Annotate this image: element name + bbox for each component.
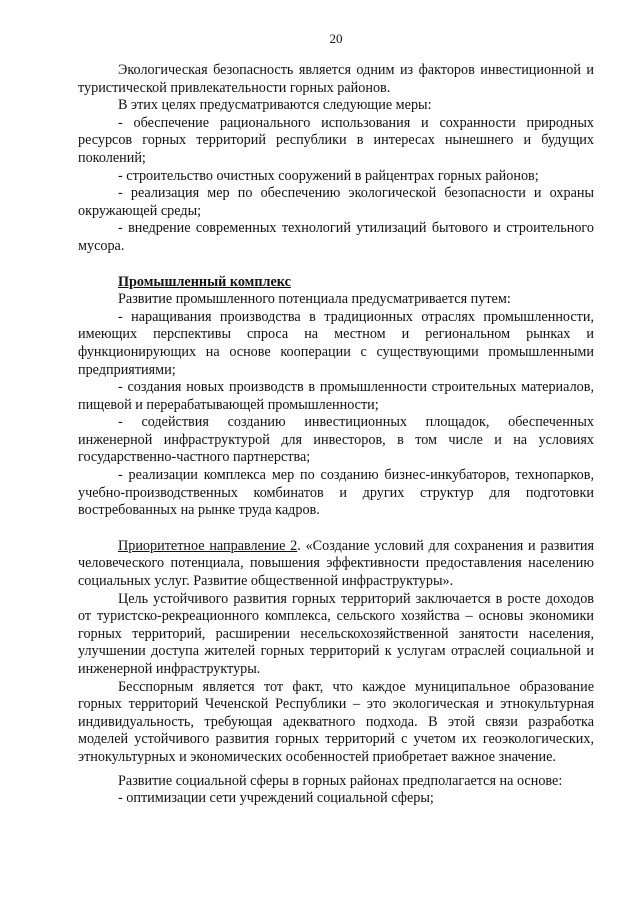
priority-direction-text: . «Создание условий для сохранения и развития человеческого потенциала, повышения эффективности предоставления населению социальных услуг. Развитие общественной инфраструктуры». [78, 537, 595, 590]
list-item-industry-4: - реализации комплекса мер по созданию бизнес-инкубаторов, технопарков, учебно-производственных комбинатов и других структур для подготовки востребованных на рынке труда кадров. [78, 467, 594, 519]
paragraph-eco-intro: Экологическая безопасность является одним из факторов инвестиционной и туристической привлекательности горных районов. [78, 62, 594, 96]
list-item-eco-4: - внедрение современных технологий утилизаций бытового и строительного мусора. [78, 220, 594, 254]
list-item-eco-2: - строительство очистных сооружений в райцентрах горных районов; [118, 167, 539, 184]
list-item-industry-3: - содействия созданию инвестиционных площадок, обеспеченных инженерной инфраструктурой для инвесторов, в том числе и на условиях государственно-частного партнерства; [78, 414, 594, 466]
list-item-industry-2: - создания новых производств в промышленности строительных материалов, пищевой и перерабатывающей промышленности; [78, 379, 594, 413]
section-heading-industry: Промышленный комплекс [118, 273, 291, 290]
page-number: 20 [329, 31, 343, 46]
paragraph-goal: Цель устойчивого развития горных территорий заключается в росте доходов от туристско-рекреационного комплекса, сельского хозяйства – основы экономики горных территорий, расширении несельскохозяйственной занятости населения, улучшении доступа жителей горных территорий к услугам отраслей социальной и инженерной инфраструктуры. [78, 590, 594, 677]
paragraph-industry-intro: Развитие промышленного потенциала предусматривается путем: [118, 291, 511, 308]
paragraph-priority-direction [78, 538, 594, 591]
list-item-eco-3: - реализация мер по обеспечению экологической безопасности и охраны окружающей среды; [78, 185, 594, 219]
paragraph-eco-measures-intro: В этих целях предусматриваются следующие меры: [118, 97, 432, 114]
list-item-social-1: - оптимизации сети учреждений социальной сферы; [118, 790, 434, 807]
paragraph-social-intro: Развитие социальной сферы в горных районах предполагается на основе: [118, 772, 563, 789]
list-item-industry-1: - наращивания производства в традиционных отраслях промышленности, имеющих перспективы спроса на местном и региональном рынках и функционирующих на основе кооперации с существующими промышленными предприятиями; [78, 308, 594, 378]
list-item-eco-1: - обеспечение рационального использования и сохранности природных ресурсов горных территорий республики в интересах нынешнего и будущих поколений; [78, 114, 594, 166]
paragraph-fact: Бесспорным является тот факт, что каждое муниципальное образование горных территорий Чеченской Республики – это экологическая и этнокультурная индивидуальность, требующая адекватного подхода. В этой связи разработка моделей устойчивого развития горных территорий с учетом их геоэкологических, этнокультурных и экономических особенностей приобретает важное значение. [78, 678, 594, 765]
page-content [78, 62, 594, 808]
priority-direction-label: Приоритетное направление 2 [118, 537, 298, 554]
